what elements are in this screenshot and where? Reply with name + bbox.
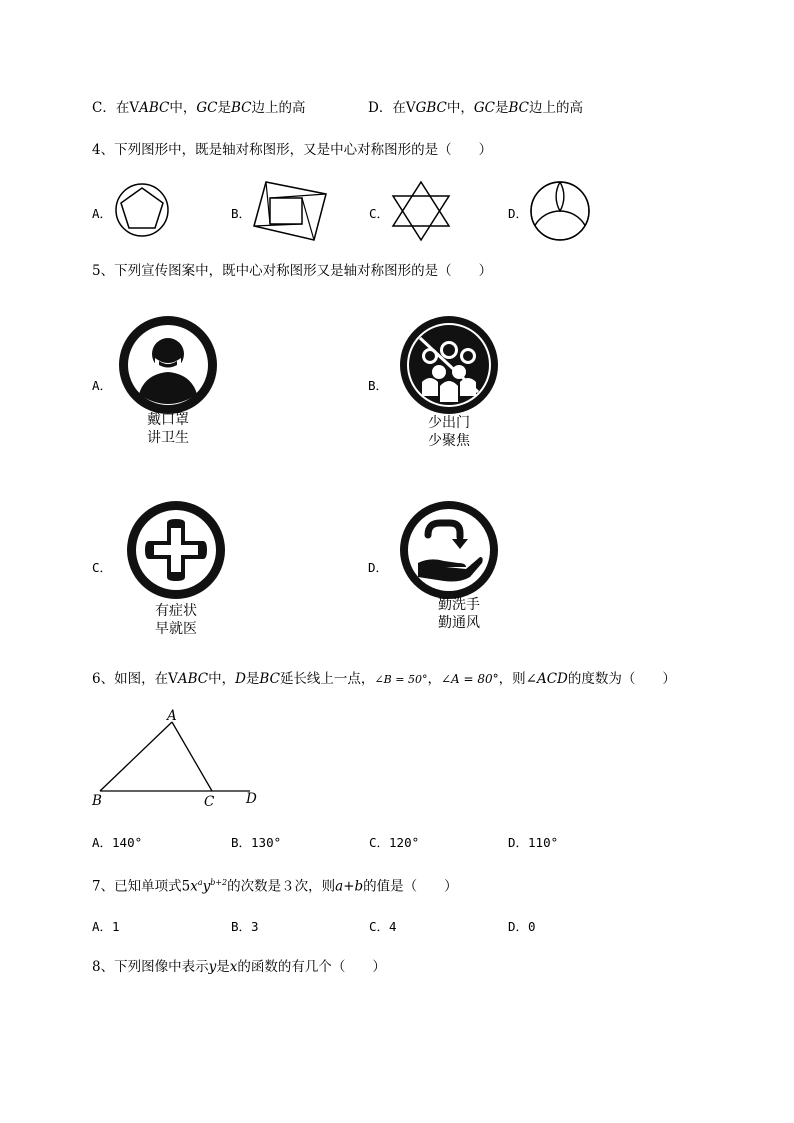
point-c-label	[204, 793, 214, 811]
q7-option-b: B．3	[231, 919, 259, 934]
q3-d-is: 是	[495, 100, 509, 116]
hexagram-icon	[389, 180, 453, 242]
q3-d-mid: 中，	[446, 100, 474, 116]
q3-d-tri-name: GBC	[415, 100, 447, 116]
q8-stem	[92, 958, 386, 976]
point-d-text: D	[246, 791, 257, 807]
q4-option-d-label: D．	[508, 206, 529, 221]
q7-coef: 5	[181, 878, 191, 895]
q3-option-c	[92, 99, 305, 117]
q5-a-caption-line2: 讲卫生	[147, 430, 189, 446]
square-with-inner-square-icon	[252, 180, 330, 242]
q3-d-tri: V	[405, 100, 416, 116]
q7-tail: 的值是（ ）	[363, 878, 458, 895]
q3-c-tri-name: ABC	[139, 100, 170, 116]
point-b-label	[92, 792, 102, 810]
q5-c-caption-line1: 有症状	[155, 603, 197, 619]
q5-d-caption-line1: 勤洗手	[438, 597, 480, 613]
q6-tri-name: ABC	[177, 671, 209, 687]
q3-c-mid: 中，	[169, 100, 197, 116]
q7-pre: 7、已知单项式	[92, 878, 182, 895]
q6-ext: 延长线上一点，	[279, 671, 375, 687]
q5-option-a-label: A．	[92, 378, 113, 393]
q3-c-seg: GC	[196, 100, 218, 116]
pentagon-in-circle-icon	[114, 182, 170, 238]
q6-stem	[92, 670, 676, 689]
q6-tri: V	[168, 671, 178, 687]
q7-x: x	[190, 878, 198, 895]
q3-c-side: BC	[230, 100, 252, 116]
triangle-abc-diagram	[90, 705, 270, 810]
side-ab	[100, 722, 172, 791]
q3-d-label: D．在	[368, 100, 406, 116]
q8-pre: 8、下列图像中表示	[92, 959, 209, 975]
point-a-label	[167, 707, 177, 725]
medical-cross-icon	[127, 501, 225, 599]
q5-d-caption-line2: 勤通风	[438, 615, 480, 631]
q5-option-d-label: D．	[368, 560, 389, 575]
q5-a-caption-line1: 戴口罩	[147, 412, 189, 428]
q5-b-caption	[409, 414, 489, 450]
q6-acd: ACD	[536, 671, 568, 687]
q6-option-b: B．130°	[231, 835, 282, 850]
q8-x: x	[229, 959, 238, 975]
q4-stem: 4、下列图形中，既是轴对称图形，又是中心对称图形的是（ ）	[92, 142, 493, 158]
q6-point-d: D	[235, 671, 246, 687]
q6-option-d: D．110°	[508, 835, 559, 850]
q6-is: 是	[245, 671, 260, 687]
q6-pre: 6、如图，在	[92, 671, 169, 687]
point-b-text: B	[92, 793, 102, 809]
q7-ab: a+b	[335, 878, 364, 895]
hand-washing-icon	[400, 501, 498, 599]
side-ac	[172, 722, 212, 791]
q7-y: y	[202, 878, 211, 895]
q7-stem	[92, 874, 458, 896]
q6-mid: 中，	[208, 671, 236, 687]
q6-side: BC	[259, 671, 280, 687]
q5-b-caption-line2: 少聚焦	[428, 433, 470, 449]
q6-sep: ，	[427, 671, 441, 687]
q6-angle-b: ∠B = 50°	[374, 673, 428, 686]
q5-stem: 5、下列宣传图案中，既中心对称图形又是轴对称图形的是（ ）	[92, 263, 493, 279]
q7-mid: 的次数是３次，则	[227, 878, 336, 895]
q3-d-side: BC	[508, 100, 530, 116]
point-c-text: C	[204, 794, 215, 810]
q3-option-d	[368, 99, 583, 117]
q5-option-b-label: B．	[368, 378, 389, 393]
q7-option-c: C．4	[369, 919, 397, 934]
q5-c-caption	[136, 602, 216, 638]
q4-option-a-label: A．	[92, 206, 113, 221]
q7-x-exp: a	[197, 878, 203, 887]
q3-c-tail: 边上的高	[251, 100, 306, 116]
q7-y-exp: b+2	[210, 878, 228, 887]
q3-d-seg: GC	[473, 100, 495, 116]
q3-c-tri: V	[129, 100, 140, 116]
q3-c-label: C．在	[92, 100, 130, 116]
q5-a-caption	[128, 411, 208, 447]
q8-is: 是	[216, 959, 230, 975]
q8-y: y	[208, 959, 217, 975]
crowd-prohibited-icon	[400, 316, 498, 414]
q6-ask: ，则∠	[498, 671, 537, 687]
q7-option-d: D．0	[508, 919, 536, 934]
q5-b-caption-line1: 少出门	[428, 415, 470, 431]
three-arc-circle-icon	[529, 180, 591, 242]
q7-option-a: A．1	[92, 919, 120, 934]
q5-d-caption	[419, 596, 499, 632]
q4-option-b-label: B．	[231, 206, 252, 221]
q6-option-c: C．120°	[369, 835, 420, 850]
q6-option-a: A．140°	[92, 835, 143, 850]
q3-d-tail: 边上的高	[529, 100, 584, 116]
q4-option-c-label: C．	[369, 206, 390, 221]
q3-c-is: 是	[217, 100, 231, 116]
point-a-text: A	[167, 708, 177, 724]
mask-person-icon	[119, 316, 217, 414]
q5-option-c-label: C．	[92, 560, 113, 575]
point-d-label	[246, 790, 257, 808]
q5-c-caption-line2: 早就医	[155, 621, 197, 637]
q8-tail: 的函数的有几个（ ）	[237, 959, 386, 975]
q6-angle-a: ∠A = 80°	[440, 672, 499, 686]
q6-tail: 的度数为（ ）	[567, 671, 676, 687]
